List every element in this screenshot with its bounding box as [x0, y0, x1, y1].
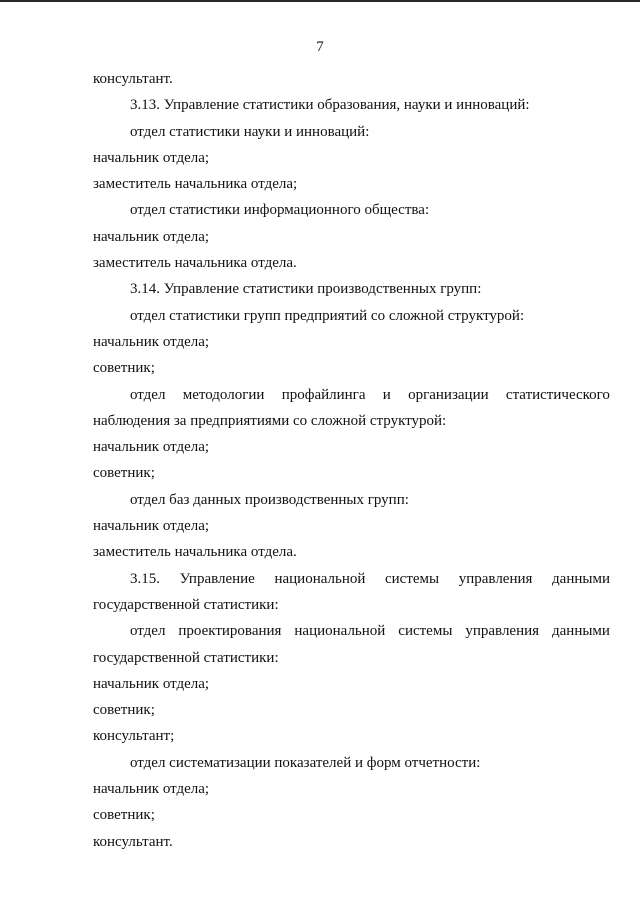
- department-heading-justified: [93, 618, 610, 644]
- word: Управление: [179, 570, 255, 587]
- word: организации: [408, 386, 489, 403]
- position-item: консультант.: [93, 833, 173, 850]
- department-heading: отдел систематизации показателей и форм отчетности:: [130, 754, 481, 771]
- word: статистического: [505, 386, 610, 403]
- position-item: начальник отдела;: [93, 228, 210, 245]
- position-item: начальник отдела;: [93, 675, 210, 692]
- word: методологии: [182, 386, 265, 403]
- position-item: начальник отдела;: [93, 439, 210, 456]
- word: 3.15.: [130, 570, 160, 587]
- section-heading-3-15: [93, 566, 610, 592]
- position-item: заместитель начальника отдела.: [93, 255, 297, 272]
- position-item: заместитель начальника отдела.: [93, 544, 297, 561]
- section-heading-3-13: 3.13. Управление статистики образования, науки и инноваций:: [130, 97, 530, 114]
- word: национальной: [294, 623, 386, 640]
- word: национальной: [274, 570, 366, 587]
- department-heading-continuation: наблюдения за предприятиями со сложной структурой:: [93, 412, 447, 429]
- word: данными: [552, 570, 610, 587]
- word: и: [382, 386, 391, 403]
- word: системы: [385, 570, 440, 587]
- position-item: начальник отдела;: [93, 333, 210, 350]
- position-item: советник;: [93, 465, 155, 482]
- department-heading: отдел баз данных производственных групп:: [130, 491, 409, 508]
- position-item: консультант;: [93, 728, 175, 745]
- position-item: начальник отдела;: [93, 781, 210, 798]
- word: профайлинга: [281, 386, 366, 403]
- page-number: 7: [316, 39, 324, 55]
- position-item: советник;: [93, 807, 155, 824]
- department-heading: отдел статистики информационного общества:: [130, 202, 430, 219]
- document-body: [93, 66, 610, 855]
- department-heading: отдел статистики групп предприятий со сложной структурой:: [130, 307, 525, 324]
- word: управления: [458, 570, 533, 587]
- department-heading: отдел статистики науки и инноваций:: [130, 123, 370, 140]
- word: отдел: [130, 386, 166, 403]
- position-item: советник;: [93, 360, 155, 377]
- position-item: заместитель начальника отдела;: [93, 176, 298, 193]
- word: управления: [465, 623, 540, 640]
- word: проектирования: [178, 623, 282, 640]
- department-heading-continuation: государственной статистики:: [93, 649, 279, 666]
- position-item: начальник отдела;: [93, 518, 210, 535]
- word: системы: [398, 623, 453, 640]
- position-item: начальник отдела;: [93, 149, 210, 166]
- section-heading-3-14: 3.14. Управление статистики производственных групп:: [130, 281, 482, 298]
- section-heading-continuation: государственной статистики:: [93, 596, 279, 613]
- text-line: консультант.: [93, 71, 173, 87]
- word: отдел: [130, 623, 166, 640]
- position-item: советник;: [93, 702, 155, 719]
- department-heading-justified: [93, 382, 610, 408]
- top-border-line: [0, 0, 640, 2]
- word: данными: [552, 623, 610, 640]
